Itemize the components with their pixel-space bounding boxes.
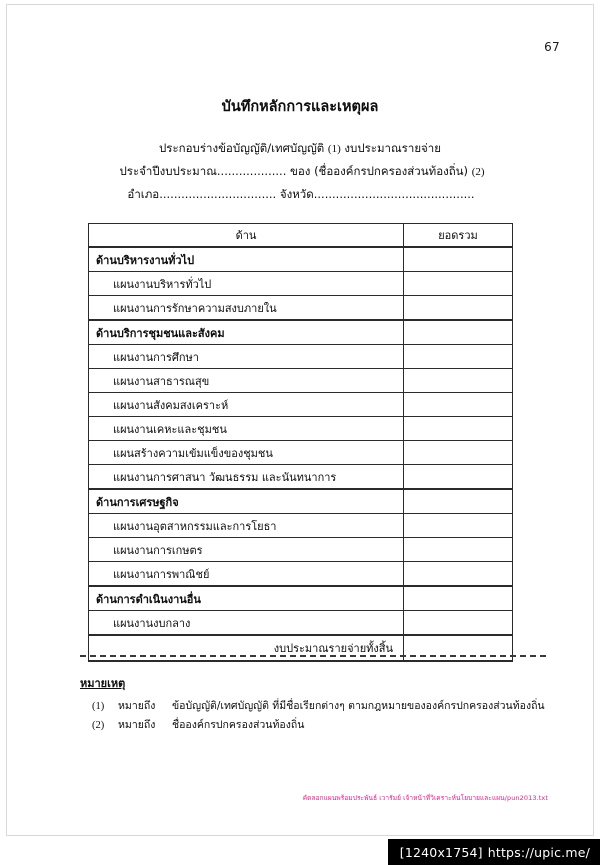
subtitle-line-2-ref: (2)	[471, 166, 485, 178]
amount-cell[interactable]	[404, 611, 513, 636]
table-row	[89, 465, 513, 490]
item-label-cell	[89, 272, 404, 296]
row-label: แผนงานการพาณิชย์	[113, 567, 210, 581]
table-row	[89, 393, 513, 417]
note-marker: (2)	[92, 720, 105, 731]
subtitle-line-1	[0, 137, 600, 160]
item-label-cell	[89, 514, 404, 538]
fiscal-year-label: ประจำปีงบประมาณ	[119, 164, 217, 178]
budget-summary-table	[88, 223, 513, 662]
note-item	[92, 697, 552, 716]
fiscal-year-blank: ...................	[216, 164, 287, 178]
table-body	[89, 247, 513, 661]
page-number: 67	[544, 40, 560, 54]
section-label-cell	[89, 489, 404, 514]
row-label: แผนงานการเกษตร	[113, 543, 203, 557]
notes-list	[92, 697, 552, 735]
note-text: ชื่อองค์กรปกครองส่วนท้องถิ่น	[172, 719, 305, 731]
row-label: ด้านการเศรษฐกิจ	[96, 495, 179, 509]
amount-cell[interactable]	[404, 272, 513, 296]
row-label: แผนงานสาธารณสุข	[113, 374, 210, 388]
row-label: แผนงานเคหะและชุมชน	[113, 422, 227, 436]
section-label-cell	[89, 586, 404, 611]
province-blank: ............................................	[313, 187, 475, 201]
amount-cell[interactable]	[404, 320, 513, 345]
item-label-cell	[89, 417, 404, 441]
credit-line: คัดลอกแผนพร้อมประพันธ์ เวารัมย์ เจ้าหน้าที่วิเคราะห์นโยบายและแผน/pun2013.txt	[302, 794, 548, 802]
note-means-label: หมายถึง	[118, 700, 156, 712]
row-label: แผนงานการศึกษา	[113, 350, 199, 364]
amount-cell[interactable]	[404, 441, 513, 465]
item-label-cell	[89, 611, 404, 636]
province-label: จังหวัด	[279, 187, 314, 201]
table-row	[89, 345, 513, 369]
district-label: อำเภอ	[127, 187, 160, 201]
column-header-total: ยอดรวม	[404, 224, 513, 248]
subtitle-block	[0, 137, 600, 205]
watermark-url: https://upic.me/	[487, 844, 590, 860]
amount-cell[interactable]	[404, 417, 513, 441]
amount-cell[interactable]	[404, 345, 513, 369]
amount-cell[interactable]	[404, 538, 513, 562]
row-label: งบประมาณรายจ่ายทั้งสิ้น	[273, 642, 393, 655]
table-row	[89, 296, 513, 321]
section-label-cell	[89, 320, 404, 345]
amount-cell[interactable]	[404, 489, 513, 514]
item-label-cell	[89, 562, 404, 587]
item-label-cell	[89, 296, 404, 321]
subtitle-line-3	[0, 183, 600, 205]
amount-cell[interactable]	[404, 562, 513, 587]
amount-cell[interactable]	[404, 247, 513, 272]
table-row	[89, 611, 513, 636]
row-label: แผนงานงบกลาง	[113, 616, 191, 630]
table-row	[89, 489, 513, 514]
row-label: แผนงานอุตสาหกรรมและการโยธา	[113, 519, 277, 533]
row-label: แผนสร้างความเข้มแข็งของชุมชน	[113, 446, 273, 460]
row-label: แผนงานบริหารทั่วไป	[113, 277, 212, 291]
item-label-cell	[89, 538, 404, 562]
item-label-cell	[89, 441, 404, 465]
section-divider	[80, 655, 546, 657]
subtitle-line-1-ref: (1)	[327, 143, 341, 155]
org-name-label: ของ (ชื่อองค์กรปกครองส่วนท้องถิ่น)	[290, 164, 469, 178]
table-row	[89, 538, 513, 562]
subtitle-line-1-tail: งบประมาณรายจ่าย	[344, 141, 441, 155]
row-label: ด้านบริการชุมชนและสังคม	[96, 326, 225, 340]
table-row	[89, 369, 513, 393]
note-item	[92, 716, 552, 735]
table-row	[89, 562, 513, 587]
table-row	[89, 272, 513, 296]
table-row	[89, 635, 513, 661]
note-text: ข้อบัญญัติ/เทศบัญญัติ ที่มีชื่อเรียกต่างๆ ตามกฎหมายขององค์กรปกครองส่วนท้องถิ่น	[172, 700, 545, 712]
total-label-cell	[89, 635, 404, 661]
amount-cell[interactable]	[404, 393, 513, 417]
column-header-category: ด้าน	[89, 224, 404, 248]
amount-cell[interactable]	[404, 514, 513, 538]
item-label-cell	[89, 345, 404, 369]
section-label-cell	[89, 247, 404, 272]
watermark-dimensions: [1240x1754]	[399, 844, 483, 860]
table-row	[89, 586, 513, 611]
table-row	[89, 417, 513, 441]
item-label-cell	[89, 393, 404, 417]
district-blank: ................................	[159, 187, 277, 201]
subtitle-line-1-text: ประกอบร่างข้อบัญญัติ/เทศบัญญัติ	[159, 141, 325, 155]
table-header-row	[89, 224, 513, 248]
amount-cell[interactable]	[404, 465, 513, 490]
row-label: แผนงานสังคมสงเคราะห์	[113, 398, 229, 412]
subtitle-line-2	[0, 160, 600, 183]
table-row	[89, 514, 513, 538]
amount-cell[interactable]	[404, 586, 513, 611]
row-label: แผนงานการศาสนา วัฒนธรรม และนันทนาการ	[113, 470, 337, 484]
item-label-cell	[89, 369, 404, 393]
row-label: ด้านบริหารงานทั่วไป	[96, 253, 195, 267]
table-row	[89, 441, 513, 465]
notes-heading: หมายเหตุ	[80, 677, 126, 690]
watermark-bar	[388, 839, 600, 865]
amount-cell[interactable]	[404, 369, 513, 393]
row-label: แผนงานการรักษาความสงบภายใน	[113, 301, 277, 315]
page-title: บันทึกหลักการและเหตุผล	[221, 99, 379, 115]
table-row	[89, 320, 513, 345]
amount-cell[interactable]	[404, 296, 513, 321]
note-marker: (1)	[92, 701, 105, 712]
amount-cell[interactable]	[404, 635, 513, 661]
table-row	[89, 247, 513, 272]
item-label-cell	[89, 465, 404, 490]
row-label: ด้านการดำเนินงานอื่น	[96, 592, 201, 606]
note-means-label: หมายถึง	[118, 719, 156, 731]
